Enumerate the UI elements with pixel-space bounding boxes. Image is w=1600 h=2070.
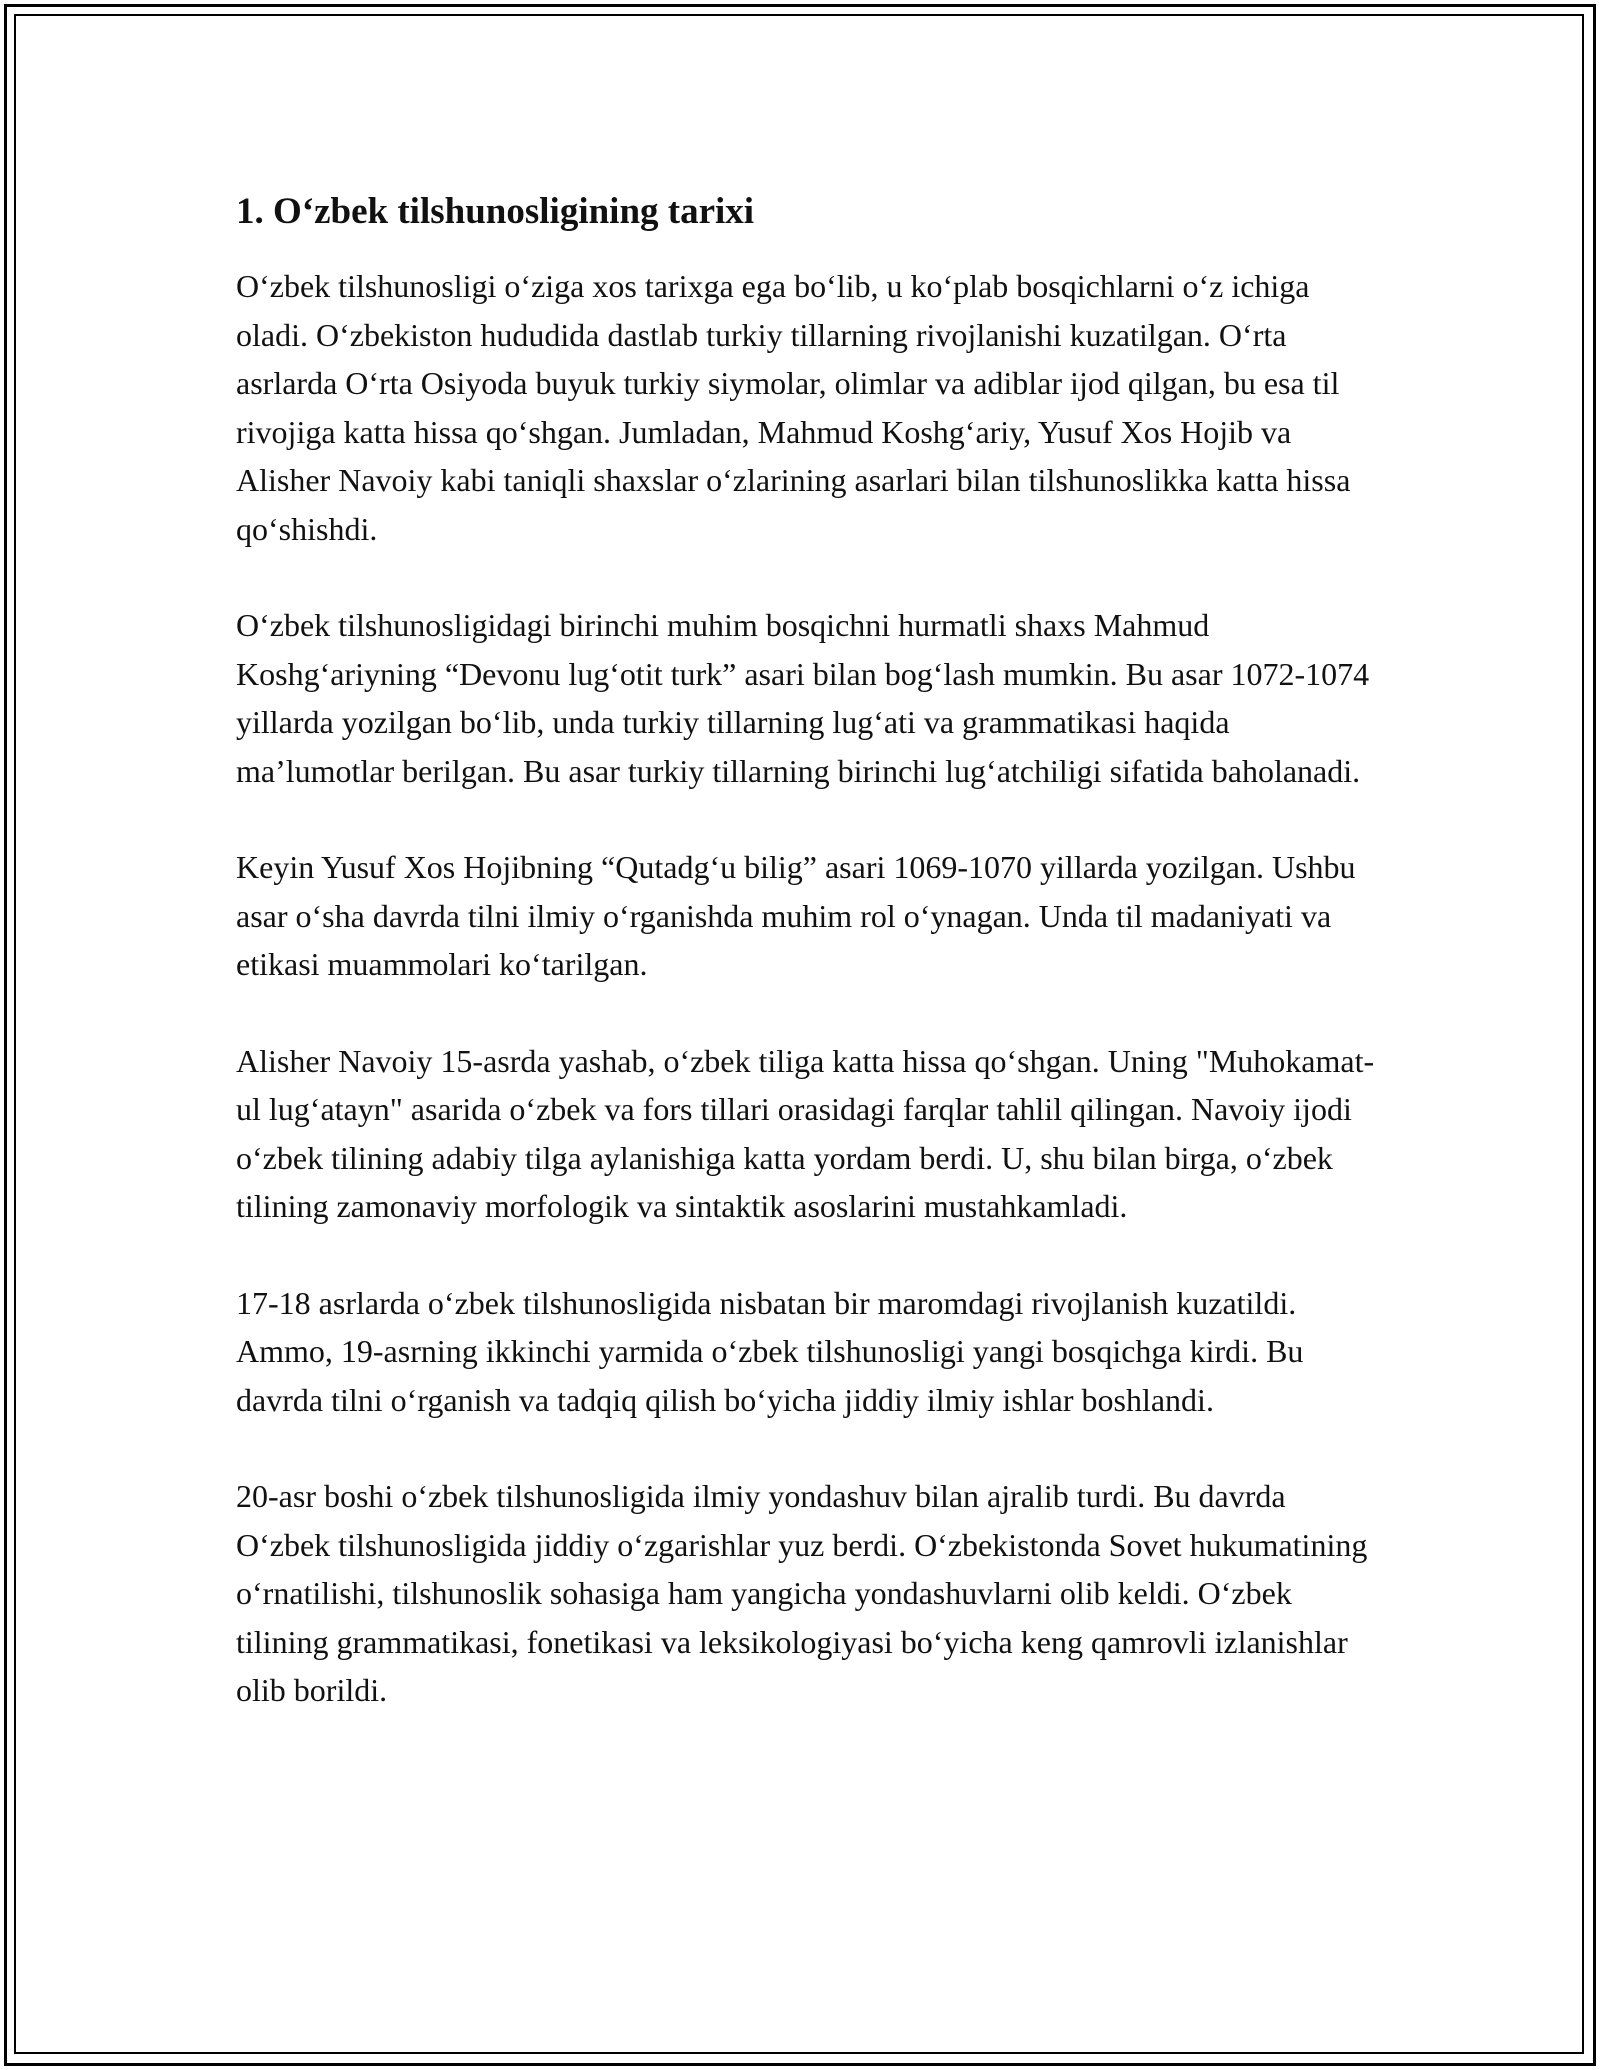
paragraph-2: O‘zbek tilshunosligidagi birinchi muhim bosqichni hurmatli shaxs Mahmud Koshg‘ariyning “Devonu lug‘otit turk” asari bilan bog‘lash mumkin. Bu asar 1072-1074 yillarda yozilgan bo‘lib, unda turkiy tillarning lug‘ati va grammatikasi haqida ma’lumotlar berilgan. Bu asar turkiy tillarning birinchi lug‘atchiligi sifatida baholanadi. <box>236 607 1370 789</box>
paragraph-4: Alisher Navoiy 15-asrda yashab, o‘zbek tiliga katta hissa qo‘shgan. Uning "Muhokamat-ul lug‘atayn" asarida o‘zbek va fors tillari orasidagi farqlar tahlil qilingan. Navoiy ijodi o‘zbek tilining adabiy tilga aylanishiga katta yordam berdi. U, shu bilan birga, o‘zbek tilining zamonaviy morfologik va sintaktik asoslarini mustahkamladi. <box>236 1042 1375 1224</box>
section-heading: 1. O‘zbek tilshunosligining tarixi <box>236 191 755 232</box>
paragraph-3: Keyin Yusuf Xos Hojibning “Qutadg‘u bilig” asari 1069-1070 yillarda yozilgan. Ushbu asar o‘sha davrda tilni ilmiy o‘rganishda muhim rol o‘ynagan. Unda til madaniyati va etikasi muammolari ko‘tarilgan. <box>236 849 1356 982</box>
paragraph-5: 17-18 asrlarda o‘zbek tilshunosligida nisbatan bir maromdagi rivojlanish kuzatildi. Ammo, 19-asrning ikkinchi yarmida o‘zbek tilshunosligi yangi bosqichga kirdi. Bu davrda tilni o‘rganish va tadqiq qilish bo‘yicha jiddiy ilmiy ishlar boshlandi. <box>236 1284 1304 1418</box>
document-body <box>236 188 1386 1763</box>
paragraph-6: 20-asr boshi o‘zbek tilshunosligida ilmiy yondashuv bilan ajralib turdi. Bu davrda O‘zbek tilshunosligida jiddiy o‘zgarishlar yuz berdi. O‘zbekistonda Sovet hukumatining o‘rnatilishi, tilshunoslik sohasiga ham yangicha yondashuvlarni olib keldi. O‘zbek tilining grammatikasi, fonetikasi va leksikologiyasi bo‘yicha keng qamrovli izlanishlar olib borildi. <box>236 1478 1368 1708</box>
paragraph-1: O‘zbek tilshunosligi o‘ziga xos tarixga ega bo‘lib, u ko‘plab bosqichlarni o‘z ichiga oladi. O‘zbekiston hududida dastlab turkiy tillarning rivojlanishi kuzatilgan. O‘rta asrlarda O‘rta Osiyoda buyuk turkiy siymolar, olimlar va adiblar ijod qilgan, bu esa til rivojiga katta hissa qo‘shgan. Jumladan, Mahmud Koshg‘ariy, Yusuf Xos Hojib va Alisher Navoiy kabi taniqli shaxslar o‘zlarining asarlari bilan tilshunoslikka katta hissa qo‘shishdi. <box>236 268 1351 547</box>
